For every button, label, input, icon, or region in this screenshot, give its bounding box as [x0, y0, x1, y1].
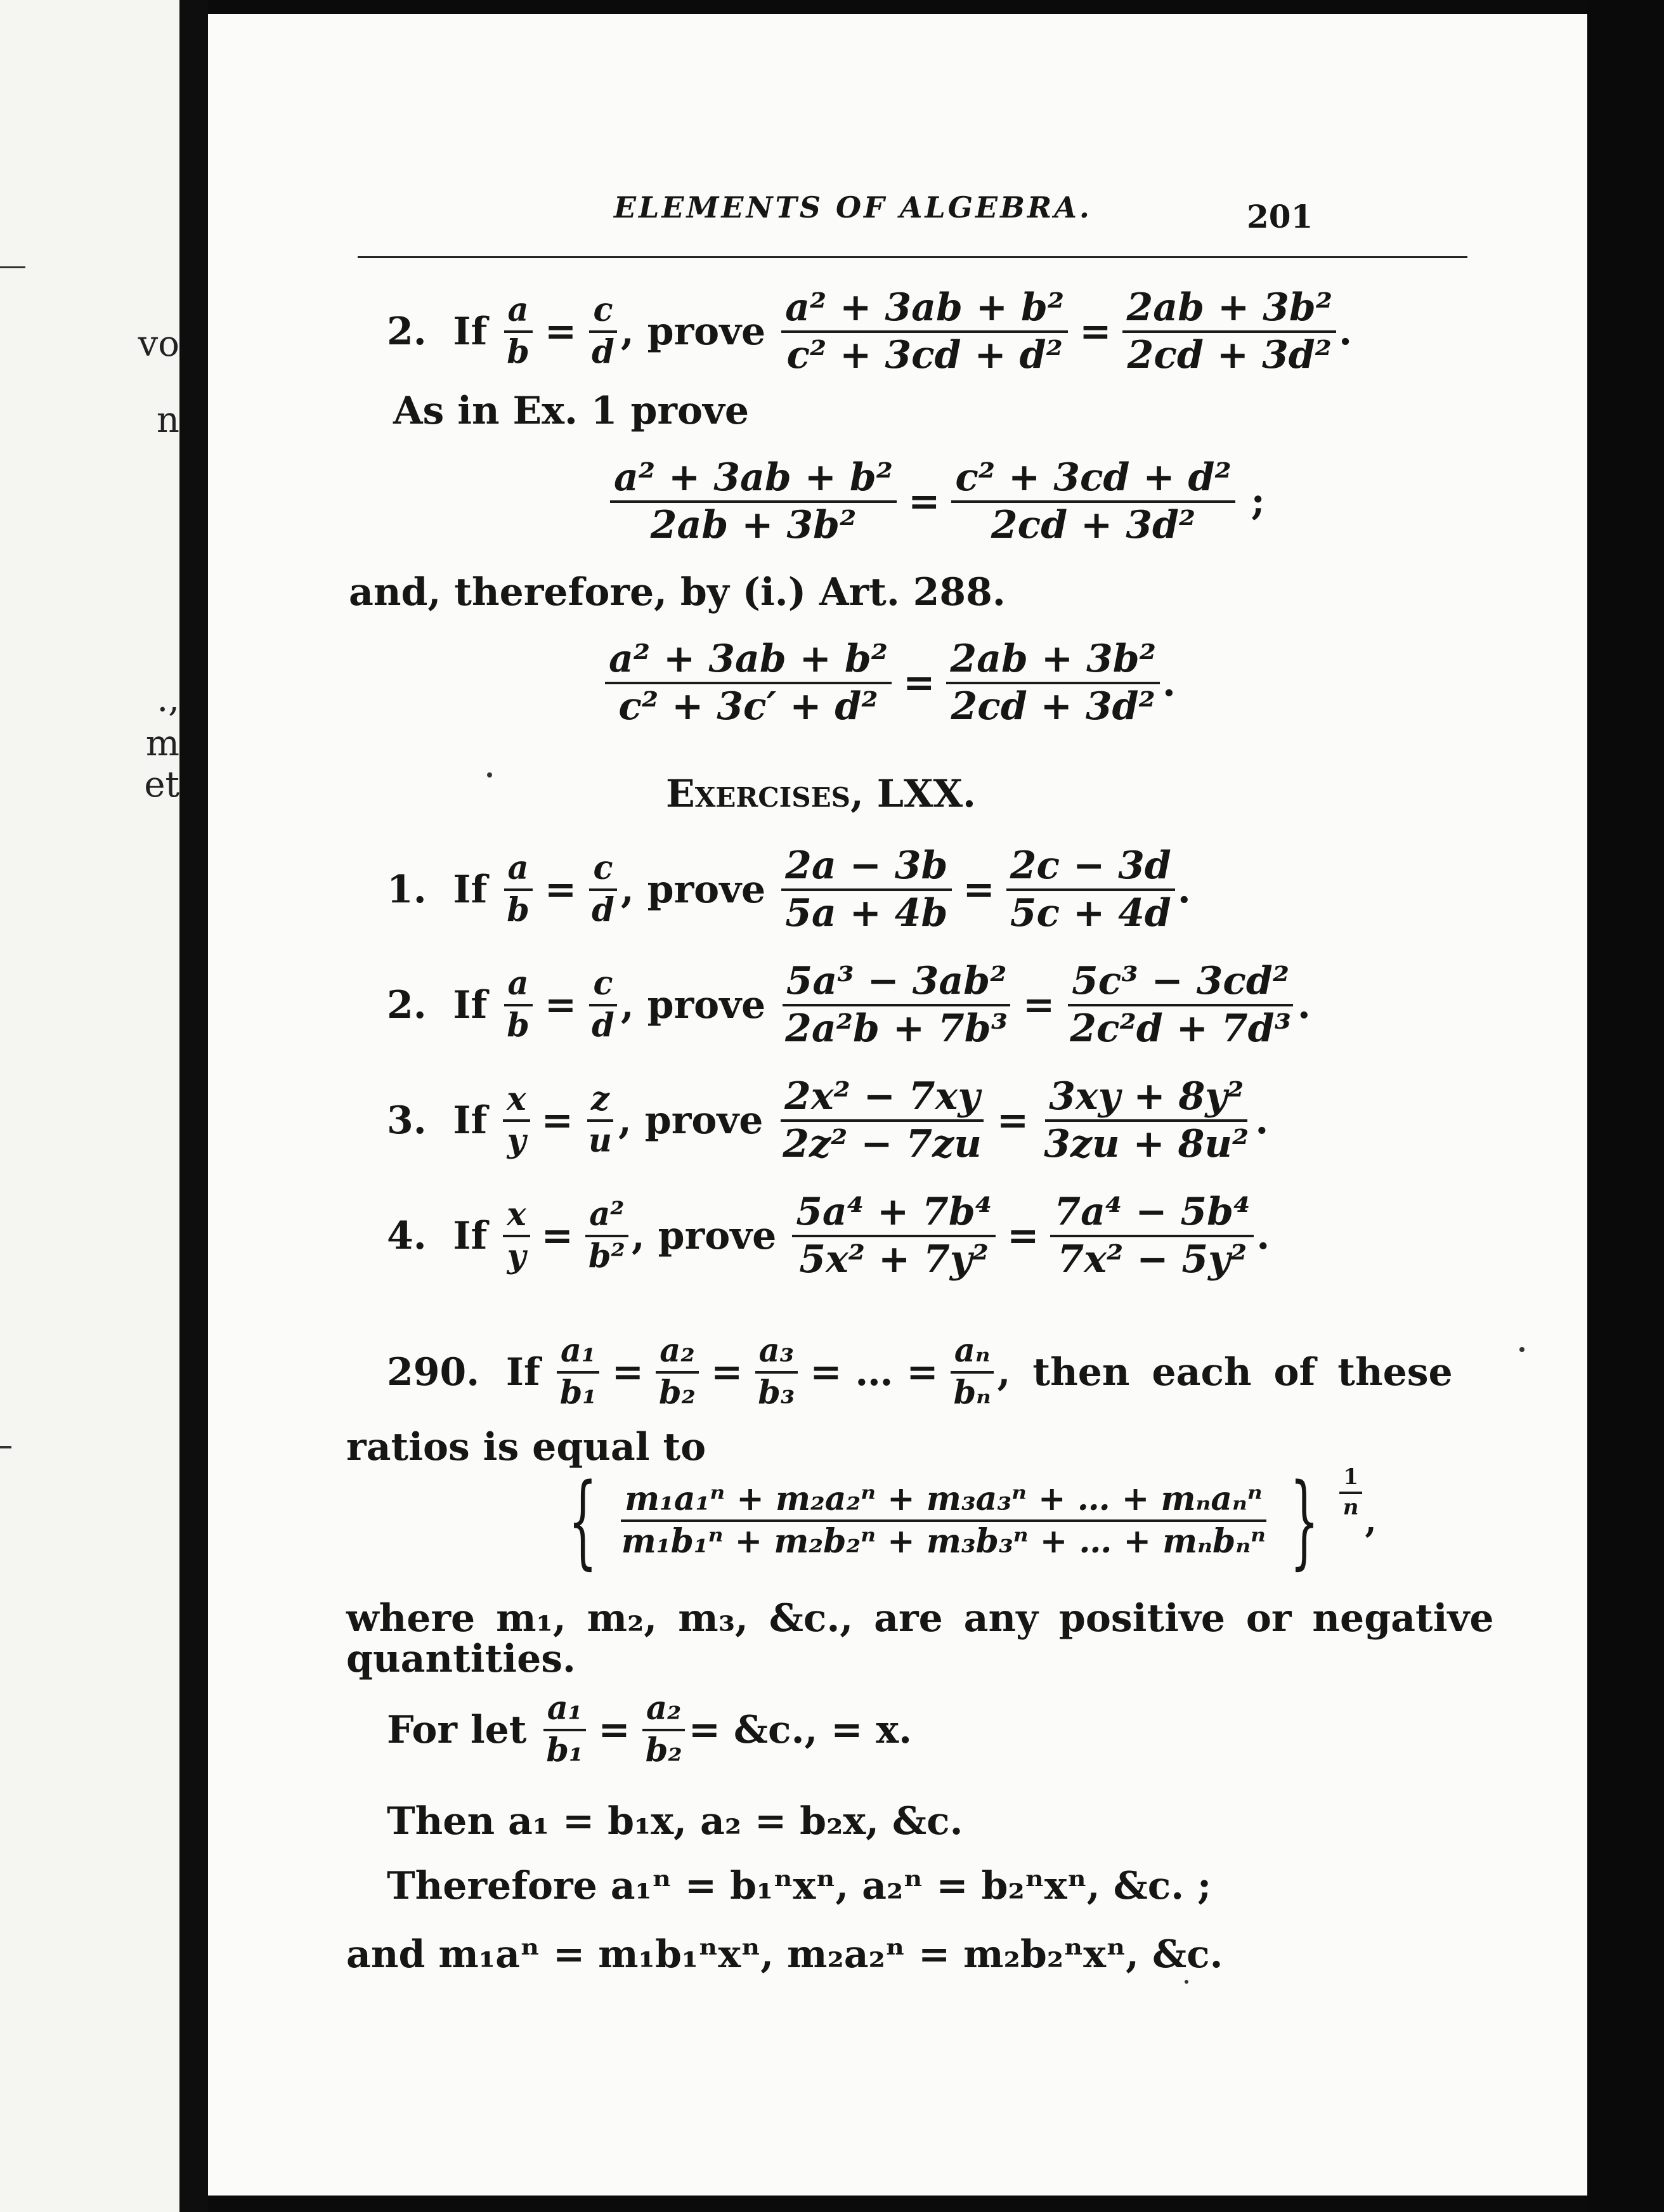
- if-word: If: [453, 309, 488, 354]
- exercises-heading: Exercises, LXX.: [666, 772, 976, 816]
- article-number: 290.: [387, 1350, 480, 1395]
- exercise-item: 2. If $\frac{a}{b}$ = $\frac{c}{d}$ , prove $\frac{\text{5a³ − 3ab²}}{\text{2a²b + 7b³}}$ = $\frac{\text{5c³ − 3cd²}}{\text{2c²d + 7d³}}$ .: [387, 959, 1311, 1051]
- for-let-line: For let $\frac{\text{a₁}}{\text{b₁}}$ = $\frac{\text{a₂}}{\text{b₂}}$ = &c., = x.: [387, 1689, 913, 1769]
- left-rule: [0, 266, 25, 268]
- fraction: $\frac{\text{a² + 3ab + b²}}{\text{c² + 3c′ + d²}}$: [605, 639, 892, 727]
- left-fragment: et: [144, 764, 179, 805]
- book-page: [208, 14, 1587, 2196]
- fraction: $\frac{\text{a² + 3ab + b²}}{\text{2ab + 3b²}}$: [610, 458, 897, 545]
- book-gutter: [179, 0, 208, 2212]
- left-fragment: .,: [157, 679, 179, 720]
- running-header: ELEMENTS OF ALGEBRA.: [614, 190, 1092, 224]
- condition-fraction: $\frac{a}{b}$: [503, 294, 533, 369]
- page-edge-shadow: [1587, 0, 1664, 2212]
- step2-equation: $\frac{\text{a² + 3ab + b²}}{\text{c² + 3c′ + d²}}$ = $\frac{\text{2ab + 3b²}}{\text{2cd + 3d²}}$ .: [602, 639, 1176, 727]
- then-line: Then a₁ = b₁x, a₂ = b₂x, &c.: [387, 1799, 963, 1844]
- exercise-item: 1. If $\frac{a}{b}$ = $\frac{c}{d}$ , prove $\frac{2a - 3b}{5a + 4b}$ = $\frac{2c - 3d}{5c + 4d}$ .: [387, 843, 1191, 935]
- page-number: 201: [1247, 198, 1313, 235]
- exercise-item: 3. If $\frac{x}{y}$ = $\frac{z}{u}$ , prove $\frac{\text{2x² − 7xy}}{\text{2z² − 7zu}}$ = $\frac{\text{3xy + 8y²}}{\text{3zu + 8u²}}$ .: [387, 1074, 1269, 1166]
- prove-word: prove: [647, 309, 766, 354]
- as-in-line: As in Ex. 1 prove: [393, 389, 750, 433]
- article-290-statement: 290. If $\frac{\text{a₁}}{\text{b₁}}$ = $\frac{\text{a₂}}{\text{b₂}}$ = $\frac{\text{a₃}}{\text{b₃}}$ = … = $\frac{\text{aₙ}}{\text{bₙ}}$ , then each of these: [387, 1332, 1453, 1412]
- left-fragment: m: [145, 723, 179, 764]
- quantities-line: quantities.: [346, 1637, 576, 1681]
- example-number: 2.: [387, 309, 427, 354]
- fraction: $\frac{\text{a² + 3ab + b²}}{\text{c² + 3cd + d²}}$: [781, 288, 1068, 375]
- example-2-statement: 2. If $\frac{a}{b}$ = $\frac{c}{d}$ , prove $\frac{\text{a² + 3ab + b²}}{\text{c² + 3cd + d²}}$ = $\frac{\text{2ab + 3b²}}{\text{2cd + 3d²}}$ .: [387, 285, 1352, 377]
- fraction: $\frac{\text{c² + 3cd + d²}}{\text{2cd + 3d²}}$: [951, 458, 1235, 545]
- left-fragment: n: [156, 400, 179, 441]
- previous-page-edge: [0, 0, 179, 2212]
- ratios-line: ratios is equal to: [346, 1425, 706, 1469]
- step1-equation: $\frac{\text{a² + 3ab + b²}}{\text{2ab + 3b²}}$ = $\frac{\text{c² + 3cd + d²}}{\text{2cd + 3d²}}$ ;: [608, 458, 1265, 545]
- therefore-line-2: Therefore a₁ⁿ = b₁ⁿxⁿ, a₂ⁿ = b₂ⁿxⁿ, &c. ;: [387, 1864, 1212, 1908]
- fraction: $\frac{\text{2ab + 3b²}}{\text{2cd + 3d²}}$: [946, 639, 1160, 727]
- therefore-line: and, therefore, by (i.) Art. 288.: [349, 570, 1006, 615]
- header-rule: [358, 256, 1467, 258]
- scan-speck: [1185, 1980, 1188, 1984]
- general-ratio-formula: { $\frac{\text{m₁a₁ⁿ + m₂a₂ⁿ + m₃a₃ⁿ + … + mₙaₙⁿ}}{\text{m₁b₁ⁿ + m₂b₂ⁿ + m₃b₃ⁿ + … + mₙbₙⁿ}}$ } $\frac{1}{n}$ ,: [568, 1461, 1377, 1580]
- left-fragment: vo: [138, 323, 179, 365]
- where-line: where m₁, m₂, m₃, &c., are any positive or negative: [346, 1596, 1494, 1641]
- left-mark: [0, 1446, 11, 1448]
- scan-speck: [1519, 1347, 1524, 1352]
- and-line: and m₁aⁿ = m₁b₁ⁿxⁿ, m₂a₂ⁿ = m₂b₂ⁿxⁿ, &c.: [346, 1932, 1223, 1977]
- scan-speck: [487, 772, 492, 777]
- exercise-item: 4. If $\frac{x}{y}$ = $\frac{\text{a²}}{\text{b²}}$ , prove $\frac{\text{5a⁴ + 7b⁴}}{\text{5x² + 7y²}}$ = $\frac{\text{7a⁴ − 5b⁴}}{\text{7x² − 5y²}}$ .: [387, 1190, 1270, 1282]
- fraction: $\frac{\text{2ab + 3b²}}{\text{2cd + 3d²}}$: [1122, 288, 1336, 375]
- condition-fraction: $\frac{c}{d}$: [588, 294, 618, 369]
